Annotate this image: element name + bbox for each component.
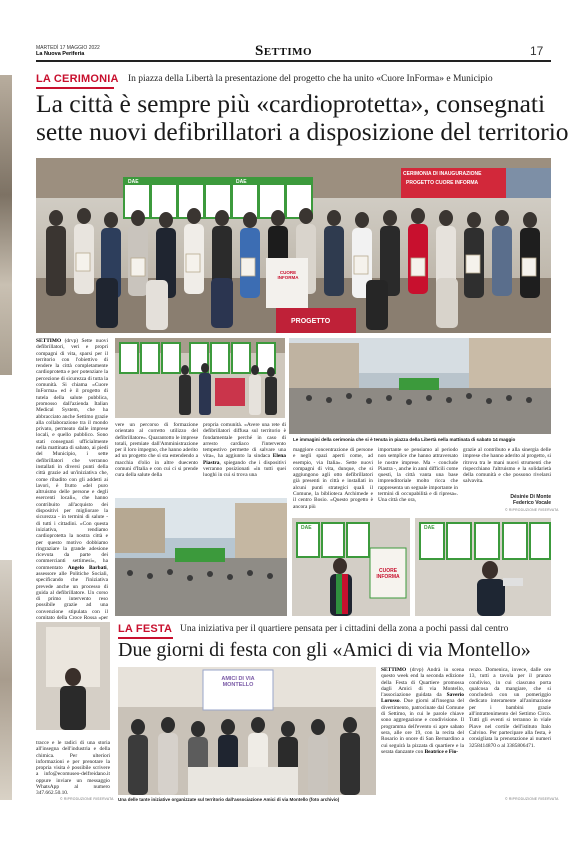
dateline: SETTIMO	[36, 338, 62, 344]
article1-column-6	[463, 447, 551, 491]
article2-kicker: LA FESTA	[118, 623, 173, 635]
article1-kicker: LA CERIMONIA	[36, 73, 119, 85]
article1-headline-line1: La città è sempre più «cardioprotetta», consegnati	[36, 89, 546, 118]
paper-name: La Nuova Periferia	[36, 51, 85, 57]
body-text: vere un percorso di formazione orientato al corretto utilizzo del defibrillatore». Quarantotto le imprese totali, premiate dall'Amministrazione per il loro impegno, che hanno aderito ad un progetto che si sta estendendo a macchia d'olio in altre duecento comuni d'Italia e con cui ci si prende cura della salute della	[115, 422, 198, 479]
body-text: renzo. Domenica, invece, dalle ore 13, tutti a tavola per il pranzo condiviso, in cui ciascuno porta qualcosa da mangiare, che si concluderà con un pomeriggio dedicato interamente all'animazione per i bambini grazie all'intrattenimento del Settimo Circo. Tutti gli eventi si terranno in viale Piave nel cortile dell'istituto Italo Calvino. Per partecipare alla festa, è consigliata la prenotazione ai numeri 3258414870 o al 3385806471.	[469, 667, 551, 749]
copyright-notice: © RIPRODUZIONE RISERVATA	[60, 797, 114, 801]
cuore-informa-sign: CUORE INFORMA	[376, 568, 400, 580]
article2-column-1	[36, 740, 110, 802]
article2-headline: Due giorni di festa con gli «Amici di via Montello»	[118, 639, 531, 661]
ceremony-banner-line2: PROGETTO CUORE INFORMA	[406, 180, 479, 186]
article1-column-4	[293, 447, 373, 517]
body-text: , assessore alle Politiche Sociali, specificando che l'iniziativa prevede anche un processo di guida al defibrillatore. Un corso di primo intervento reso possibile grazie ad una convenzione stipulata con il comitato della Croce Rossa «per	[36, 564, 108, 622]
body-text: grazie al contributo e alla sinergia delle imprese che hanno aderito al progetto, si ritrova tra le mani nuovi strumenti che rispecchiano l'altruismo e la solidarietà della comunità e che possono rivelarsi salvavita.	[463, 447, 551, 485]
main-group-photo	[36, 158, 551, 333]
dae-label: DAE	[424, 525, 435, 531]
amici-poster-text: AMICI DI VIA MONTELLO	[221, 676, 255, 688]
dateline: SETTIMO	[381, 667, 407, 673]
cuore-informa-sign: CUORE INFORMA	[277, 270, 299, 280]
section-title: Settimo	[255, 43, 313, 59]
amici-via-montello-photo	[118, 667, 376, 795]
ecomuseum-photo	[36, 622, 110, 730]
speaker-dae-photo	[415, 518, 551, 616]
body-text: importante se pensiamo al periodo non semplice che hanno attraversato le nostre imprese. Ma - conclude Piastra -, anche in anni difficili come questi, la città vanta una base imprenditoriale molto ricca che rappresenta un segnale importante in termini di occupabilità e di ripresa». Una città che ora,	[378, 447, 458, 504]
square-outdoor-photo	[115, 498, 287, 616]
body-text: maggiore concentrazione di persone e negli spazi aperti come, ad esempio, via Italia». Sette nuovi compagni di vita, dunque, che si aggiungono agli otto defibrillatori già presenti in città e installati in alcuni punti strategici quali il Comune, la biblioteca Archimede e il centro Bosio. «Questo progetto è ancora più	[293, 447, 373, 510]
mayor-dae-photo	[292, 518, 410, 616]
article1-photo-caption: Le immagini della cerimonia che si è tenuta in piazza della Libertà nella mattinata di sabato 14 maggio	[293, 437, 516, 442]
left-margin-photo	[0, 560, 12, 800]
article2-column-2	[381, 667, 464, 802]
body-text: . Due giorni all'insegna del divertimento, patrocinate dal Comune di Settimo, in cui le parole chiave sono aggregazione e condivisione. Il programma dell'evento si apre sabato sera, alle ore 19, con la recita del Rosario in onore di San Bernardino a cui seguirà la pizzata di quartiere e la serata danzante con	[381, 698, 464, 755]
copyright-notice: © RIPRODUZIONE RISERVATA	[505, 508, 559, 512]
body-text: tracce e le radici di una storia all'insegna dell'industria e della chimica. Per ulteriori informazioni e per prenotare la propria visita è possibile scrivere a info@ecomuseo-delfreidano.it oppure inviare un messaggio WhatsApp al numero 347.662.50.10.	[36, 740, 110, 797]
article1-signature	[463, 494, 551, 506]
page-header-meta	[36, 45, 100, 57]
article1-column-1	[36, 338, 108, 622]
article1-headline-line2: sette nuovi defibrillatori a disposizione del territorio	[36, 117, 569, 146]
article1-column-3	[203, 422, 286, 494]
person-name: Saverio Lorusso	[381, 692, 464, 705]
copyright-notice: © RIPRODUZIONE RISERVATA	[505, 797, 559, 801]
issue-date: MARTEDÌ 17 MAGGIO 2022	[36, 45, 100, 51]
left-margin-photo	[0, 75, 12, 375]
article1-column-5	[378, 447, 458, 517]
body-text: Andrà in scena questo week end la seconda edizione della Festa di Quartiere promossa dagli Amici di via Montello, l'associazione guidata da	[381, 667, 464, 699]
article1-subkicker: In piazza della Libertà la presentazione del progetto che ha unito «Cuore InForma» e Municipio	[128, 74, 493, 84]
byline: (drvp)	[64, 338, 79, 344]
ceremony-photo-dae	[115, 338, 285, 418]
article2-subkicker: Una iniziativa per il quartiere pensata per i cittadini della zona a pochi passi dal centro	[180, 624, 509, 634]
dae-label: DAE	[236, 179, 247, 185]
ceremony-banner-line1: CERIMONIA DI INAUGURAZIONE	[403, 171, 482, 177]
body-text: propria comunità. «Avere una rete di defibrillatori diffusa sul territorio è fondamentale perché in caso di arresto cardiaco l'intervento tempestivo permette di salvare una vita», ha aggiunto la sindaca	[203, 422, 286, 460]
person-name: Beatrice e Fio-	[424, 748, 459, 755]
person-name: Angelo Barbati	[67, 564, 107, 571]
article2-column-3	[469, 667, 551, 794]
body-text: , spiegando che i dispositivi verranno posizionati «in tutti quei luoghi in cui si trova una	[203, 459, 286, 479]
byline: (drvp)	[409, 667, 424, 673]
article1-column-2	[115, 422, 198, 494]
article2-photo-caption: Una delle tante iniziative organizzate sul territorio dall'associazione Amici di via Montello (foto archivio)	[118, 797, 340, 802]
author-name: Federico Vocale	[513, 500, 551, 506]
person-name: Elena Piastra	[203, 453, 286, 466]
dae-label: DAE	[301, 525, 312, 531]
header-rule	[36, 60, 551, 62]
dae-label: DAE	[128, 179, 139, 185]
progetto-banner: PROGETTO	[291, 318, 331, 325]
author-name: Désirée Di Monte	[510, 494, 551, 500]
page-number: 17	[530, 44, 544, 58]
body-text: Sette nuovi defibrillatori, veri e propri compagni di vita, sparsi per il territorio con l'obiettivo di rendere la città completamente cardioprotetta e per potenziare la percezione di sicurezza di tutta la comunità. Si chiama «Cuore InForma» ed è il progetto di tutela della salute pubblica, promosso dall'azienda Italian Medical System, che ha abbracciato anche Settimo grazie alla collaborazione tra il mondo privato, permeato dalle imprese locali, e quello pubblico. Sono stati consegnati ufficialmente nella mattinata di sabato, ai piedi del Municipio, i sette defibrillatori che verranno installati in diversi punti della città grazie ad un'iniziativa che, come ribadito con gli addetti ai lavori, è frutto «del puro altruismo delle persone e degli esercenti locali», che hanno contribuito all'acquisto dei dispositivi per migliorare la sicurezza - in termini di salute - di tutti i cittadini. «Con questa iniziativa, rendiamo cardioprotetta la nostra città e per questo motivo dobbiamo ringraziare la grande adesione ricevuta da parte dei commercianti settimesi», ha commentato	[36, 338, 108, 571]
piazza-crowd-photo	[289, 338, 551, 434]
